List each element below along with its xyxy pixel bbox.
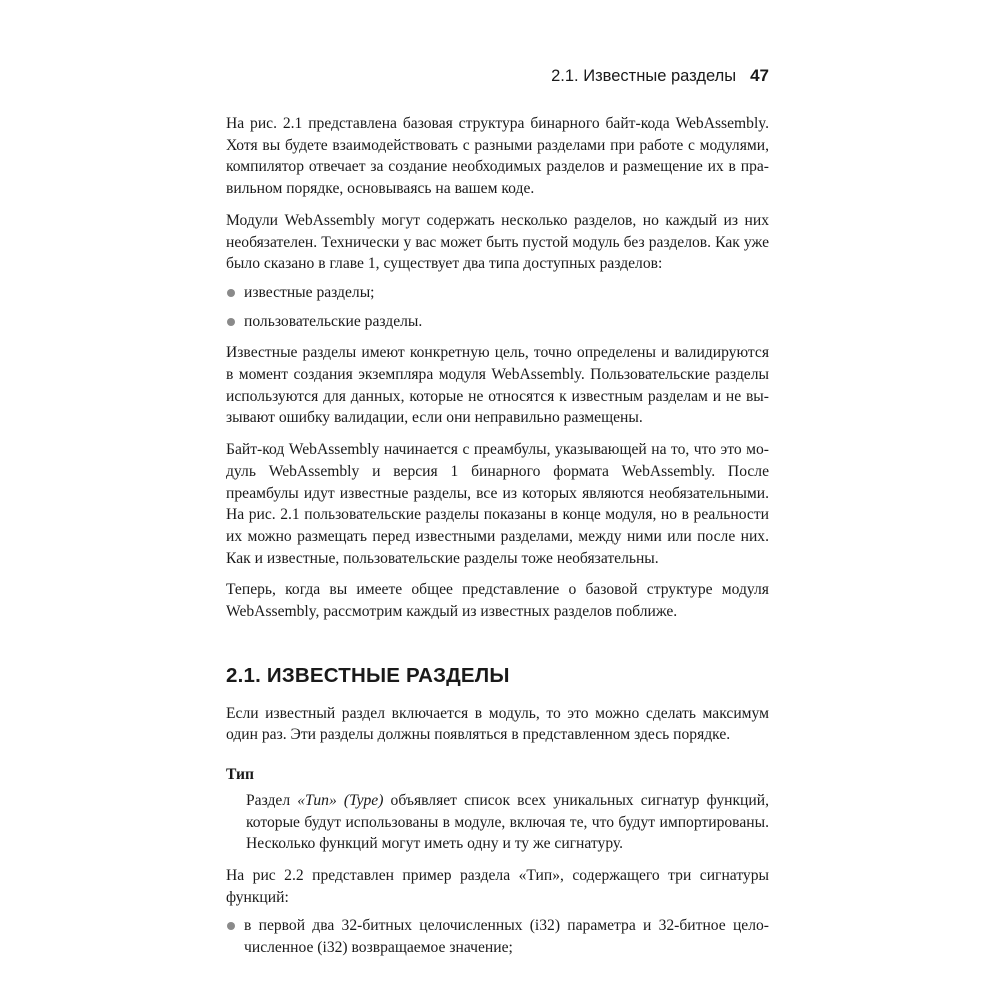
term-desc-emphasis: «Тип» (Type)	[297, 791, 384, 809]
paragraph-intro-1: На рис. 2.1 представлена базовая структура бинарного байт-кода WebAssembly. Хотя вы будете взаимодействовать с разными разделами при работе с модулями, компилятор отвечает за создание необходимых разделов и размещение их в правильном порядке, основываясь на вашем коде.	[226, 115, 769, 198]
page-number: 47	[750, 66, 769, 85]
running-header	[551, 66, 769, 86]
running-header-title: 2.1. Известные разделы	[551, 67, 737, 85]
list-item: в первой два 32-битных целочисленных (i32) параметра и 32-битное целочисленное (i32) возвращаемое значение;	[226, 915, 769, 958]
paragraph-intro-3: Известные разделы имеют конкретную цель, точно определены и валидируются в момент создания экземпляра модуля WebAssembly. Пользовательские разделы используются для данных, которые не относятся к известным разделам и не вызывают ошибку валидации, если они неправильно размещены.	[226, 344, 769, 427]
paragraph-section-1: Если известный раздел включается в модуль, то это можно сделать максимум один раз. Эти разделы должны появляться в представленном здесь порядке.	[226, 704, 769, 744]
paragraph-section-2: На рис 2.2 представлен пример раздела «Тип», содержащего три сигнатуры функций:	[226, 866, 769, 906]
term-description	[226, 790, 769, 855]
term-label: Тип	[226, 766, 254, 784]
section-heading: 2.1. ИЗВЕСТНЫЕ РАЗДЕЛЫ	[226, 663, 510, 687]
paragraph-intro-4: Байт-код WebAssembly начинается с преамбулы, указывающей на то, что это модуль WebAssembly и версия 1 бинарного формата WebAssembly. После преамбулы идут известные разделы, все из которых являются необязательными. На рис. 2.1 пользовательские разделы показаны в конце модуля, но в реальности их можно размещать перед известными разделами, между ними или после них. Как и известные, пользовательские разделы тоже необязательны.	[226, 441, 769, 567]
term-desc-start: Раздел	[246, 791, 298, 809]
page-body	[226, 113, 769, 959]
list-item: пользовательские разделы.	[226, 311, 769, 333]
term-desc-end: объявляет список всех уникальных сигнатур функций, которые будут использованы в модуле, включая те, что будут импортированы. Несколько функций могут иметь одну и ту же сигнатуру.	[246, 791, 769, 853]
list-item: известные разделы;	[226, 282, 769, 304]
paragraph-intro-5: Теперь, когда вы имеете общее представление о базовой структуре модуля WebAssembly, рассмотрим каждый из известных разделов поближе.	[226, 581, 769, 621]
paragraph-intro-2: Модули WebAssembly могут содержать несколько разделов, но каждый из них необязателен. Технически у вас может быть пустой модуль без разделов. Как уже было сказано в главе 1, существует два типа доступных разделов:	[226, 211, 769, 273]
